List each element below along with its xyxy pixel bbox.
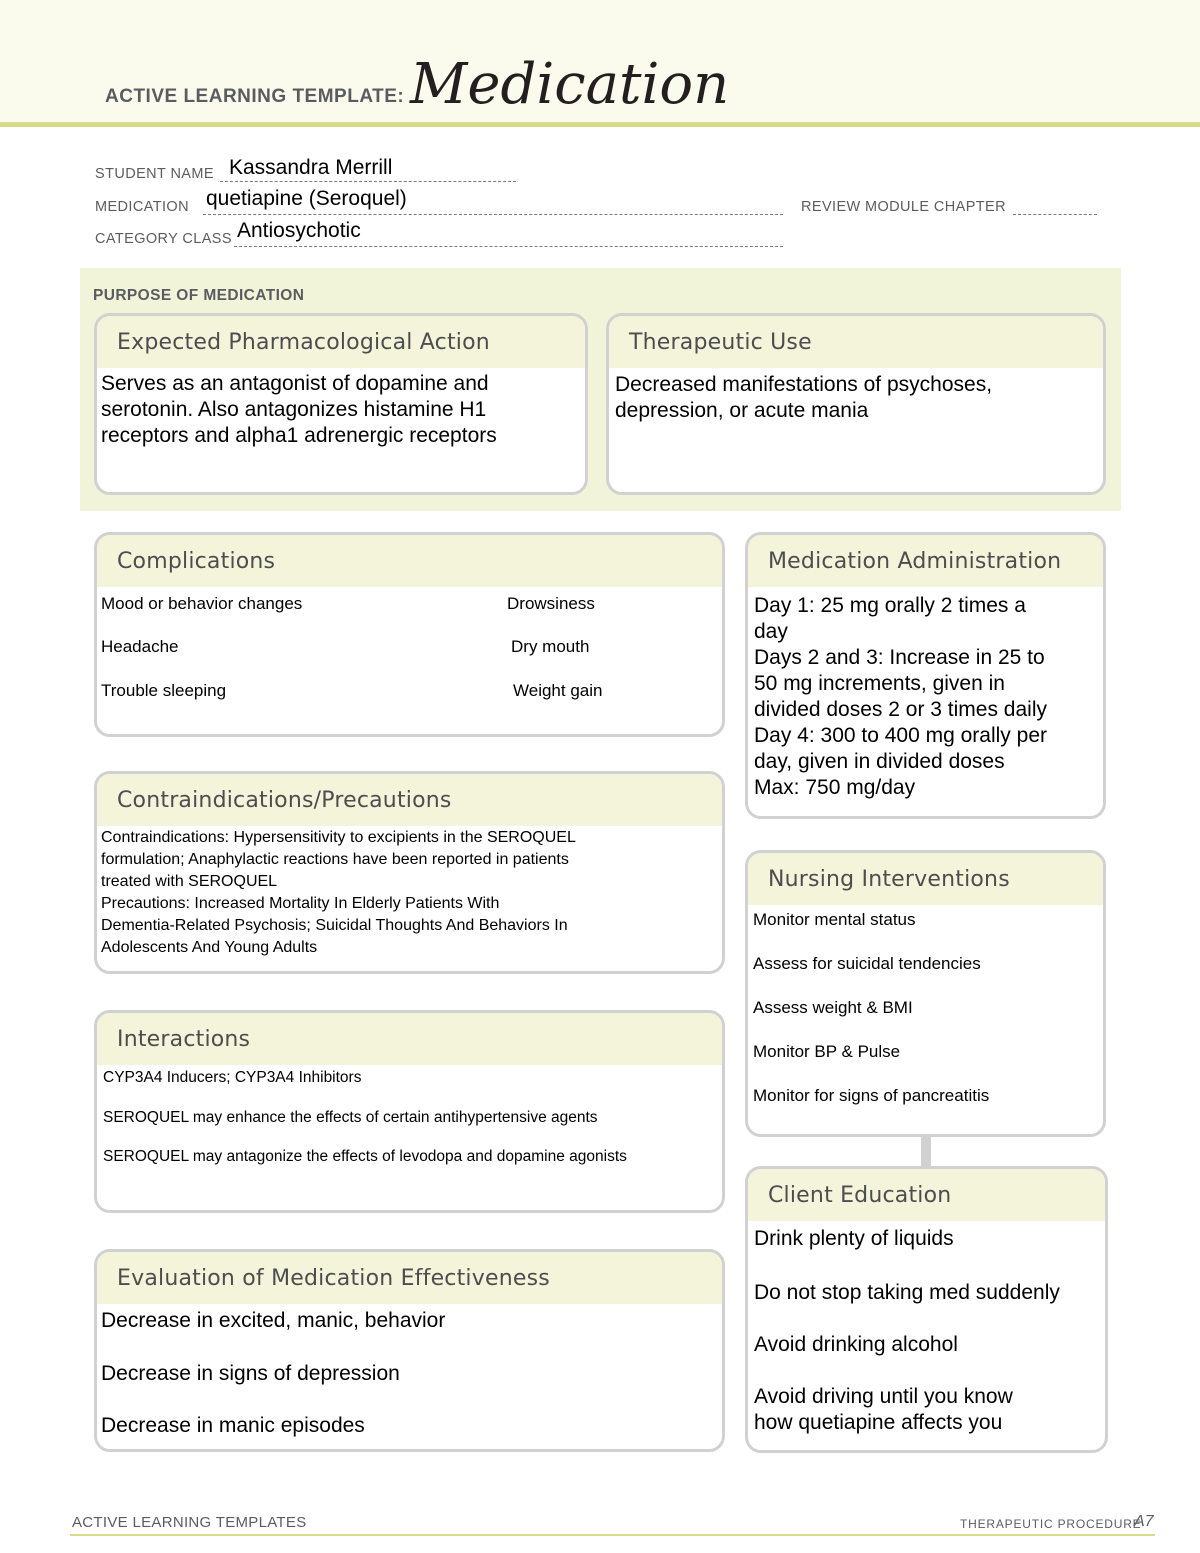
contraindications-title: Contraindications/Precautions <box>97 774 722 826</box>
complication-item: Trouble sleeping <box>101 681 227 700</box>
medication-label: MEDICATION <box>95 199 189 215</box>
expected-action-title: Expected Pharmacological Action <box>97 316 585 368</box>
contraindication-line: treated with SEROQUEL <box>101 873 278 890</box>
education-item <box>754 1384 1013 1436</box>
evaluation-item: Decrease in excited, manic, behavior <box>101 1309 446 1332</box>
nursing-item: Monitor for signs of pancreatitis <box>753 1086 990 1105</box>
expected-action-text[interactable] <box>97 368 585 449</box>
contraindication-line: Precautions: Increased Mortality In Elderly Patients With <box>101 895 500 912</box>
category-class-line <box>234 246 783 247</box>
nursing-card <box>745 850 1106 1137</box>
contraindication-line: Adolescents And Young Adults <box>101 939 318 956</box>
interaction-item: SEROQUEL may enhance the effects of certain antihypertensive agents <box>103 1109 598 1126</box>
complication-item: Dry mouth <box>511 637 590 656</box>
education-item: Do not stop taking med suddenly <box>754 1281 1060 1304</box>
complication-item: Weight gain <box>513 681 603 700</box>
complication-item: Headache <box>101 637 179 656</box>
template-title: Medication <box>410 52 730 117</box>
complication-item: Mood or behavior changes <box>101 594 303 613</box>
administration-line: divided doses 2 or 3 times daily <box>754 698 1047 721</box>
interactions-title: Interactions <box>97 1013 722 1065</box>
administration-line: Day 1: 25 mg orally 2 times a <box>754 594 1026 617</box>
education-item: Avoid drinking alcohol <box>754 1333 958 1356</box>
administration-text[interactable] <box>748 587 1103 801</box>
administration-line: Max: 750 mg/day <box>754 776 916 799</box>
education-item-line: how quetiapine affects you <box>754 1411 1003 1434</box>
contraindication-line: Dementia-Related Psychosis; Suicidal Thoughts And Behaviors In <box>101 917 568 934</box>
therapeutic-use-line: depression, or acute mania <box>615 399 869 422</box>
interaction-item: SEROQUEL may antagonize the effects of levodopa and dopamine agonists <box>103 1148 627 1165</box>
student-name-label: STUDENT NAME <box>95 166 214 182</box>
footer-left: ACTIVE LEARNING TEMPLATES <box>72 1514 307 1531</box>
therapeutic-use-card <box>606 313 1106 495</box>
evaluation-card <box>94 1249 725 1452</box>
contraindications-text[interactable] <box>97 826 722 959</box>
administration-line: day <box>754 620 788 643</box>
evaluation-item: Decrease in signs of depression <box>101 1362 400 1385</box>
complications-card <box>94 532 725 737</box>
interactions-card <box>94 1010 725 1213</box>
administration-title: Medication Administration <box>748 535 1103 587</box>
evaluation-title: Evaluation of Medication Effectiveness <box>97 1252 722 1304</box>
client-education-title: Client Education <box>748 1169 1105 1221</box>
page-number: A7 <box>1134 1513 1154 1530</box>
contraindication-line: Contraindications: Hypersensitivity to excipients in the SEROQUEL <box>101 829 576 846</box>
category-class-field[interactable]: Antiosychotic <box>237 219 361 242</box>
card-connector <box>921 1134 931 1168</box>
review-chapter-field[interactable] <box>1013 214 1097 215</box>
footer-rule <box>70 1534 1155 1536</box>
nursing-item: Assess weight & BMI <box>753 998 913 1017</box>
contraindication-line: formulation; Anaphylactic reactions have been reported in patients <box>101 851 569 868</box>
evaluation-item: Decrease in manic episodes <box>101 1414 365 1437</box>
student-name-field[interactable]: Kassandra Merrill <box>229 156 393 179</box>
contraindications-card <box>94 771 725 974</box>
administration-line: 50 mg increments, given in <box>754 672 1005 695</box>
header-rule <box>0 122 1200 127</box>
expected-action-card <box>94 313 588 495</box>
purpose-title: PURPOSE OF MEDICATION <box>93 287 305 304</box>
category-class-label: CATEGORY CLASS <box>95 231 232 247</box>
therapeutic-use-text[interactable] <box>609 368 1103 424</box>
expected-action-line: serotonin. Also antagonizes histamine H1 <box>101 398 487 421</box>
template-label: ACTIVE LEARNING TEMPLATE: <box>105 86 405 107</box>
review-chapter-label: REVIEW MODULE CHAPTER <box>801 199 1006 215</box>
nursing-item: Monitor BP & Pulse <box>753 1042 901 1061</box>
nursing-title: Nursing Interventions <box>748 853 1103 905</box>
complications-title: Complications <box>97 535 722 587</box>
education-item-line: Avoid driving until you know <box>754 1385 1013 1408</box>
expected-action-line: Serves as an antagonist of dopamine and <box>101 372 489 395</box>
nursing-item: Monitor mental status <box>753 910 916 929</box>
education-item: Drink plenty of liquids <box>754 1227 954 1250</box>
footer-right: THERAPEUTIC PROCEDURE <box>960 1517 1142 1531</box>
nursing-item: Assess for suicidal tendencies <box>753 954 981 973</box>
therapeutic-use-line: Decreased manifestations of psychoses, <box>615 373 993 396</box>
administration-card <box>745 532 1106 819</box>
medication-line <box>203 214 783 215</box>
student-name-line <box>220 181 516 182</box>
expected-action-line: receptors and alpha1 adrenergic receptors <box>101 424 497 447</box>
administration-line: Days 2 and 3: Increase in 25 to <box>754 646 1045 669</box>
client-education-card <box>745 1166 1108 1453</box>
administration-line: day, given in divided doses <box>754 750 1005 773</box>
medication-field[interactable]: quetiapine (Seroquel) <box>206 187 407 210</box>
interaction-item: CYP3A4 Inducers; CYP3A4 Inhibitors <box>103 1069 362 1086</box>
complication-item: Drowsiness <box>507 594 595 613</box>
therapeutic-use-title: Therapeutic Use <box>609 316 1103 368</box>
administration-line: Day 4: 300 to 400 mg orally per <box>754 724 1047 747</box>
